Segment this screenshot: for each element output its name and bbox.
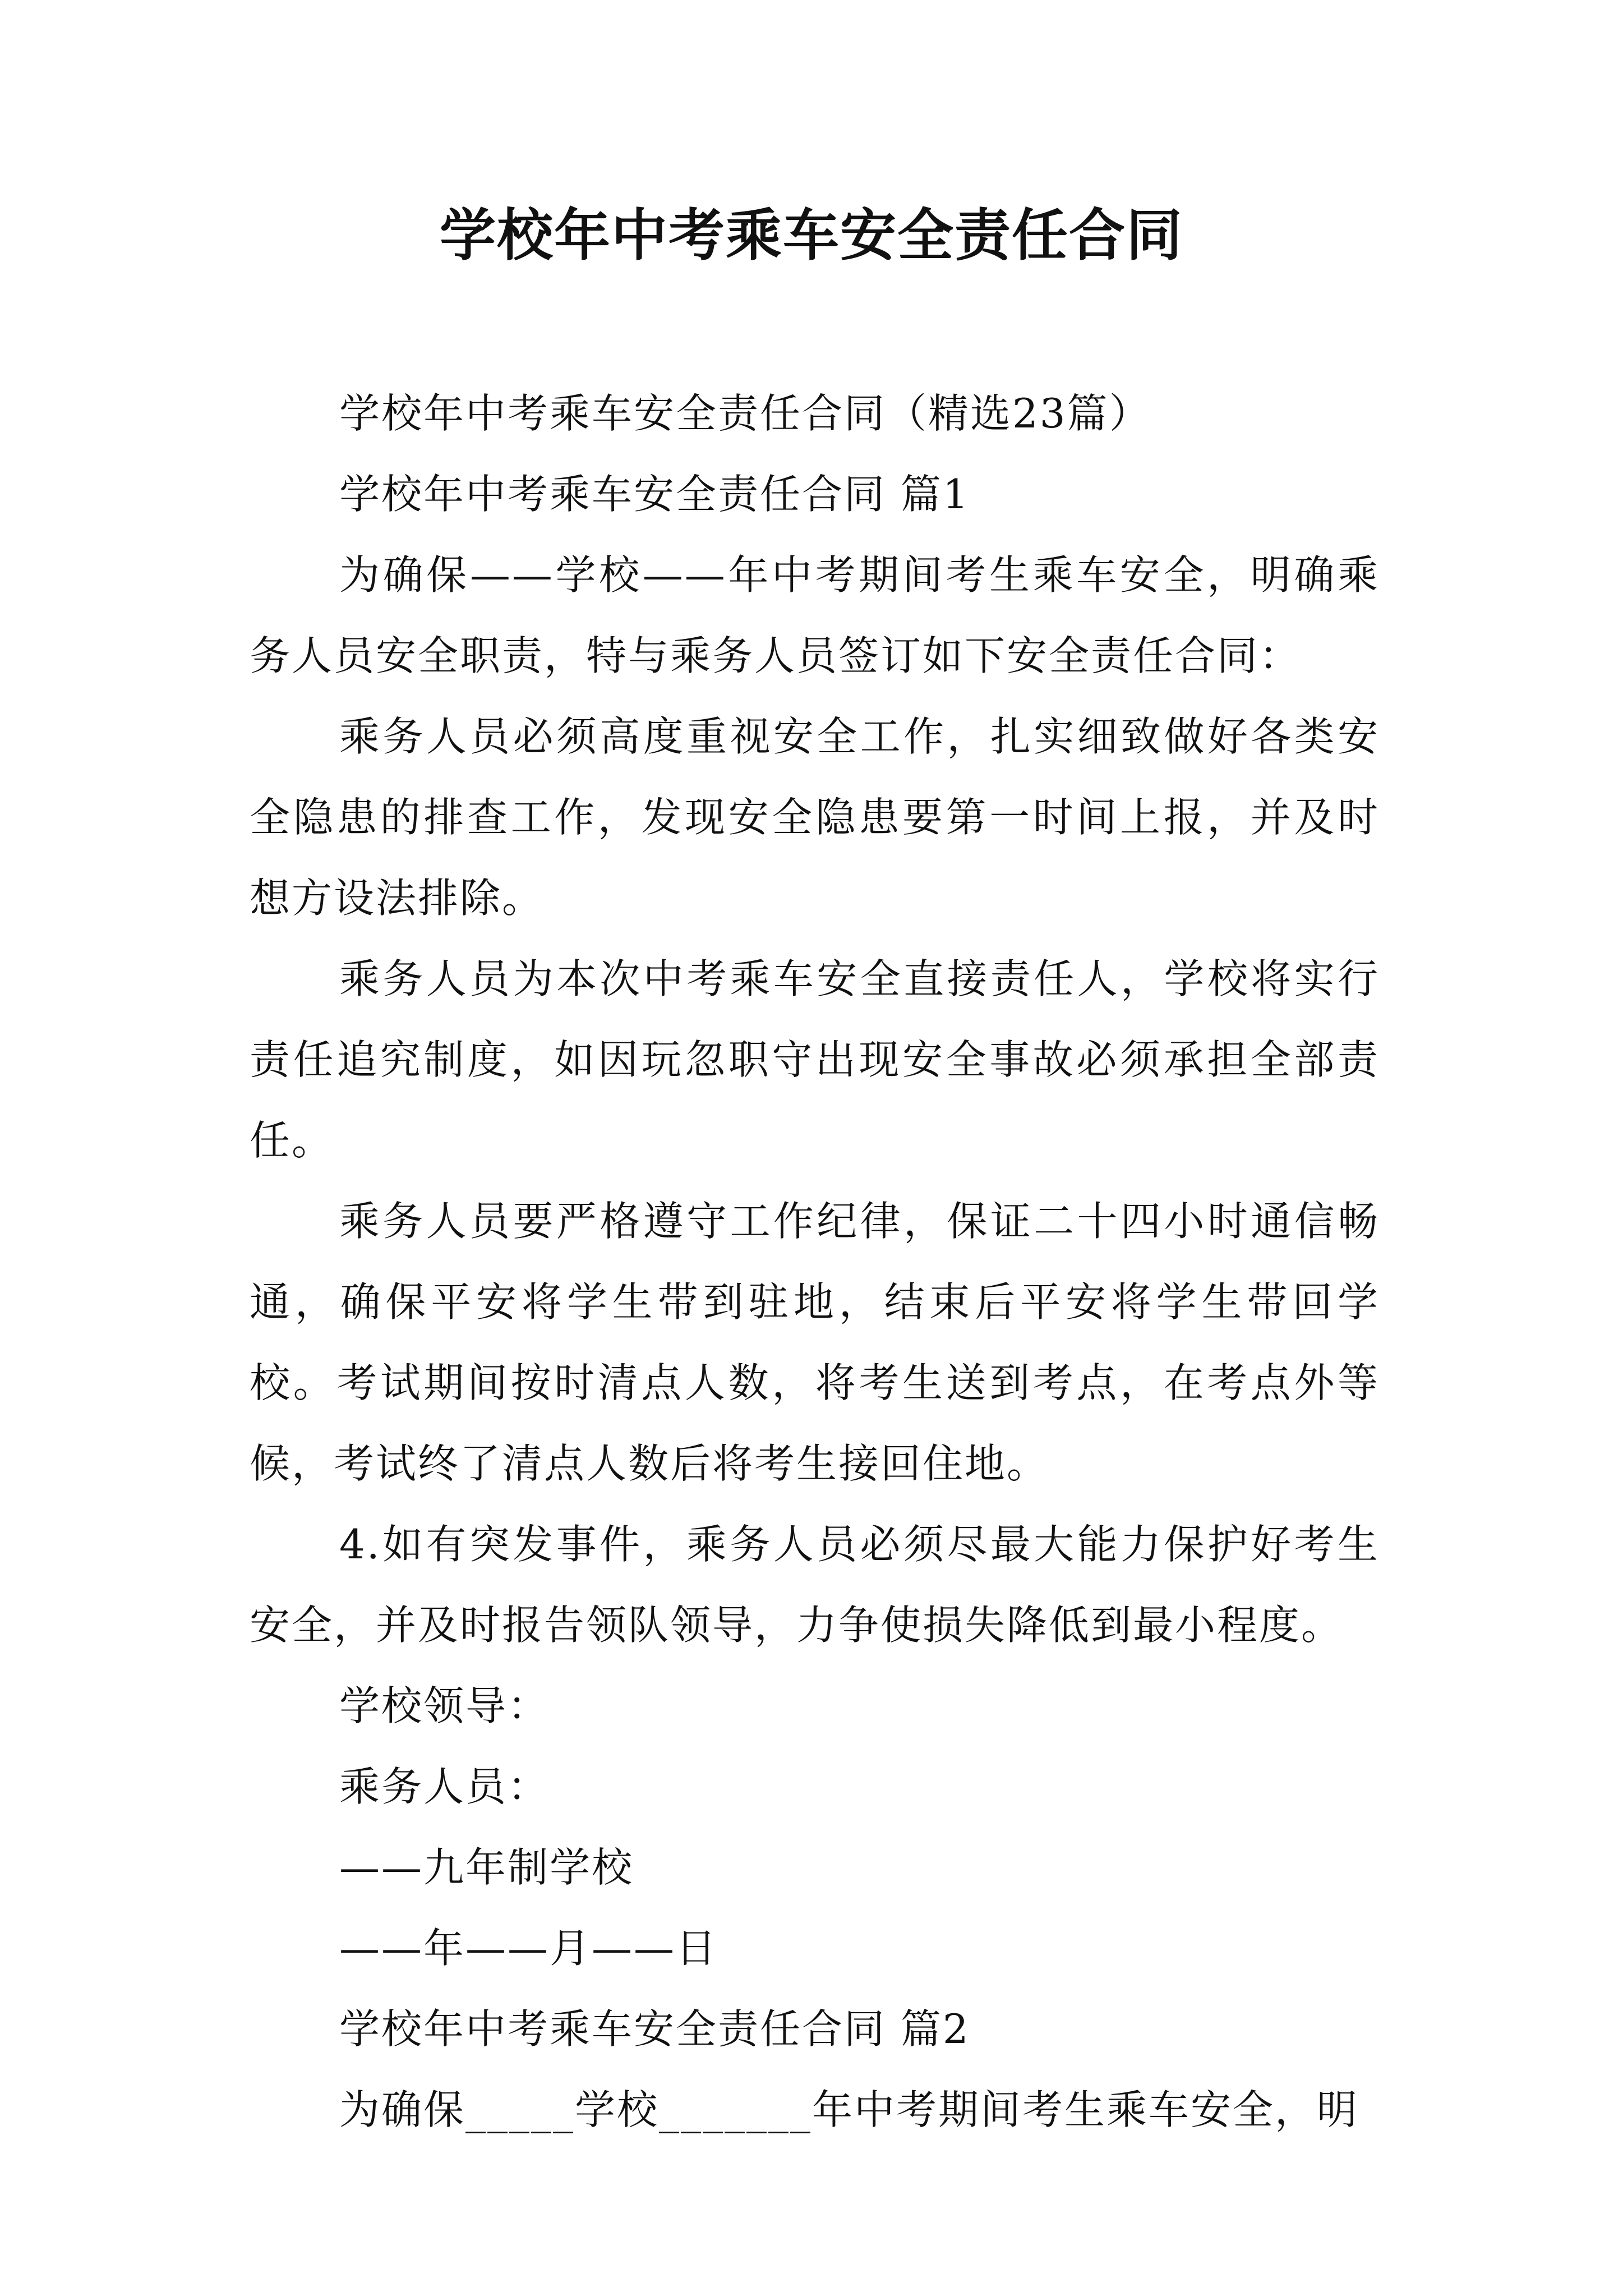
document-title: 学校年中考乘车安全责任合同: [440, 203, 1183, 268]
signature-line: 乘务人员：: [339, 1763, 550, 1810]
signature-line: ——九年制学校: [339, 1844, 634, 1891]
section-heading: 学校年中考乘车安全责任合同 篇1: [339, 471, 970, 518]
body-paragraph: 乘务人员为本次中考乘车安全直接责任人，学校将实行责任追究制度，如因玩忽职守出现安全事故必须承担全部责任。: [250, 955, 1380, 1164]
subtitle-paragraph: 学校年中考乘车安全责任合同（精选23篇）: [339, 390, 1151, 437]
signature-line: 学校领导：: [339, 1682, 550, 1729]
body-paragraph: 乘务人员要严格遵守工作纪律，保证二十四小时通信畅通，确保平安将学生带到驻地，结束后平安将学生带回学校。考试期间按时清点人数，将考生送到考点，在考点外等候，考试终了清点人数后将考生接回住地。: [250, 1198, 1380, 1487]
section-heading: 学校年中考乘车安全责任合同 篇2: [339, 2005, 970, 2053]
body-paragraph: 为确保——学校——年中考期间考生乘车安全，明确乘务人员安全职责，特与乘务人员签订如下安全责任合同：: [250, 551, 1380, 679]
body-paragraph: 为确保_____学校_______年中考期间考生乘车安全，明: [339, 2086, 1359, 2133]
document-body: [250, 373, 1380, 2150]
body-paragraph: 乘务人员必须高度重视安全工作，扎实细致做好各类安全隐患的排查工作，发现安全隐患要第一时间上报，并及时想方设法排除。: [250, 713, 1380, 922]
date-line: ——年——月——日: [339, 1925, 718, 1972]
body-paragraph: 4.如有突发事件，乘务人员必须尽最大能力保护好考生安全，并及时报告领队领导，力争使损失降低到最小程度。: [250, 1521, 1380, 1649]
